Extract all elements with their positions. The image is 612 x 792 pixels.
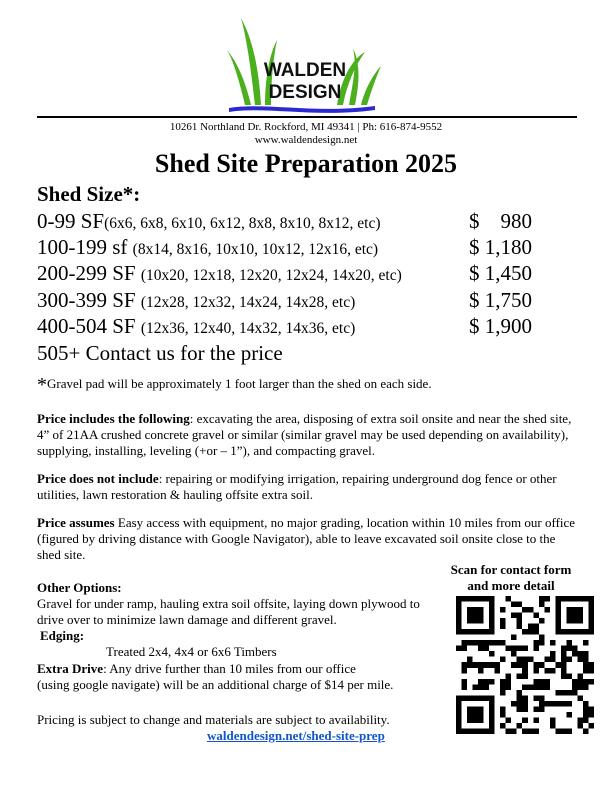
- price-excludes-label: Price does not include: [37, 471, 159, 486]
- extra-drive-label: Extra Drive: [37, 661, 104, 676]
- price-includes-text: : excavating the area, disposing of extra soil onsite and near the shed site, 4” of 21AA crushed concrete gravel or similar (similar gravel may be used depending on availability), supplying, installing, leveling (+or – 1”), and compacting gravel.: [37, 411, 572, 458]
- pricing-disclaimer: Pricing is subject to change and materials are subject to availability.: [37, 712, 390, 727]
- size-price: $ 1,450: [469, 261, 532, 285]
- contact-for-price: 505+ Contact us for the price: [37, 341, 283, 365]
- size-examples: (12x28, 12x32, 14x24, 14x28, etc): [140, 294, 356, 311]
- company-website: www.waldendesign.net: [254, 134, 358, 146]
- grass-blade: [361, 66, 381, 105]
- other-options-text: Gravel for under ramp, hauling extra soil offsite, laying down plywood to drive over to minimize lawn damage and different gravel.: [37, 596, 420, 627]
- price-assumes: [37, 515, 582, 563]
- size-price: $ 1,750: [469, 288, 532, 312]
- size-row: [37, 287, 577, 313]
- price-assumes-text: Easy access with equipment, no major grading, location within 10 miles from our office (figured by driving distance with Google Navigator), able to leave excavated soil onsite close to the shed site.: [37, 515, 576, 562]
- size-range: 200-299 SF: [37, 261, 141, 285]
- size-price: $ 980: [469, 209, 532, 233]
- size-examples: (8x14, 8x16, 10x10, 10x12, 12x16, etc): [132, 241, 379, 258]
- extra-drive-line1: : Any drive further than 10 miles from our office: [103, 661, 356, 676]
- company-address: 10261 Northland Dr. Rockford, MI 49341 | Ph: 616-874-9552: [169, 121, 443, 133]
- scan-caption: [436, 562, 586, 594]
- asterisk: *: [37, 374, 47, 396]
- shed-size-heading: Shed Size*:: [37, 182, 141, 206]
- grass-blade: [227, 50, 251, 105]
- scan-caption-line2: and more detail: [467, 578, 555, 593]
- size-price: $ 1,180: [469, 235, 532, 259]
- size-range: 400-504 SF: [37, 314, 141, 338]
- price-excludes: [37, 471, 582, 503]
- walden-design-logo: [225, 10, 385, 118]
- size-range: 100-199 sf: [37, 235, 133, 259]
- price-excludes-text: : repairing or modifying irrigation, repairing underground dog fence or other utilities, lawn restoration & hauling offsite extra soil.: [37, 471, 557, 502]
- scan-caption-line1: Scan for contact form: [450, 562, 572, 577]
- price-includes-label: Price includes the following: [37, 411, 190, 426]
- size-examples: (12x36, 12x40, 14x32, 14x36, etc): [140, 320, 356, 337]
- size-range: 300-399 SF: [37, 288, 141, 312]
- size-row: [37, 234, 577, 260]
- header-rule: [37, 116, 577, 118]
- extra-drive: [37, 661, 447, 693]
- logo-text-line2: DESIGN: [268, 82, 342, 103]
- edging-text: Treated 2x4, 4x4 or 6x6 Timbers: [106, 644, 277, 659]
- gravel-note-text: Gravel pad will be approximately 1 foot larger than the shed on each side.: [47, 376, 432, 391]
- gravel-note: [37, 374, 577, 396]
- size-examples: (10x20, 12x18, 12x20, 12x24, 14x20, etc): [140, 267, 402, 284]
- size-row: [37, 313, 577, 339]
- shed-site-prep-link[interactable]: waldendesign.net/shed-site-prep: [207, 728, 385, 743]
- size-price: $ 1,900: [469, 314, 532, 338]
- edging-heading: Edging:: [40, 628, 85, 643]
- size-range: 0-99 SF: [37, 209, 105, 233]
- size-examples: (6x6, 6x8, 6x10, 6x12, 8x8, 8x10, 8x12, etc): [104, 215, 381, 232]
- size-row: [37, 208, 577, 234]
- water-line: [229, 106, 375, 113]
- size-row: [37, 260, 577, 286]
- price-assumes-label: Price assumes: [37, 515, 115, 530]
- page-title: Shed Site Preparation 2025: [154, 149, 458, 178]
- price-includes: [37, 411, 582, 459]
- extra-drive-line2: (using google navigate) will be an additional charge of $14 per mile.: [37, 677, 394, 692]
- logo-text-line1: WALDEN: [263, 60, 347, 81]
- other-options-heading: Other Options:: [37, 580, 122, 595]
- qr-code[interactable]: [456, 596, 594, 734]
